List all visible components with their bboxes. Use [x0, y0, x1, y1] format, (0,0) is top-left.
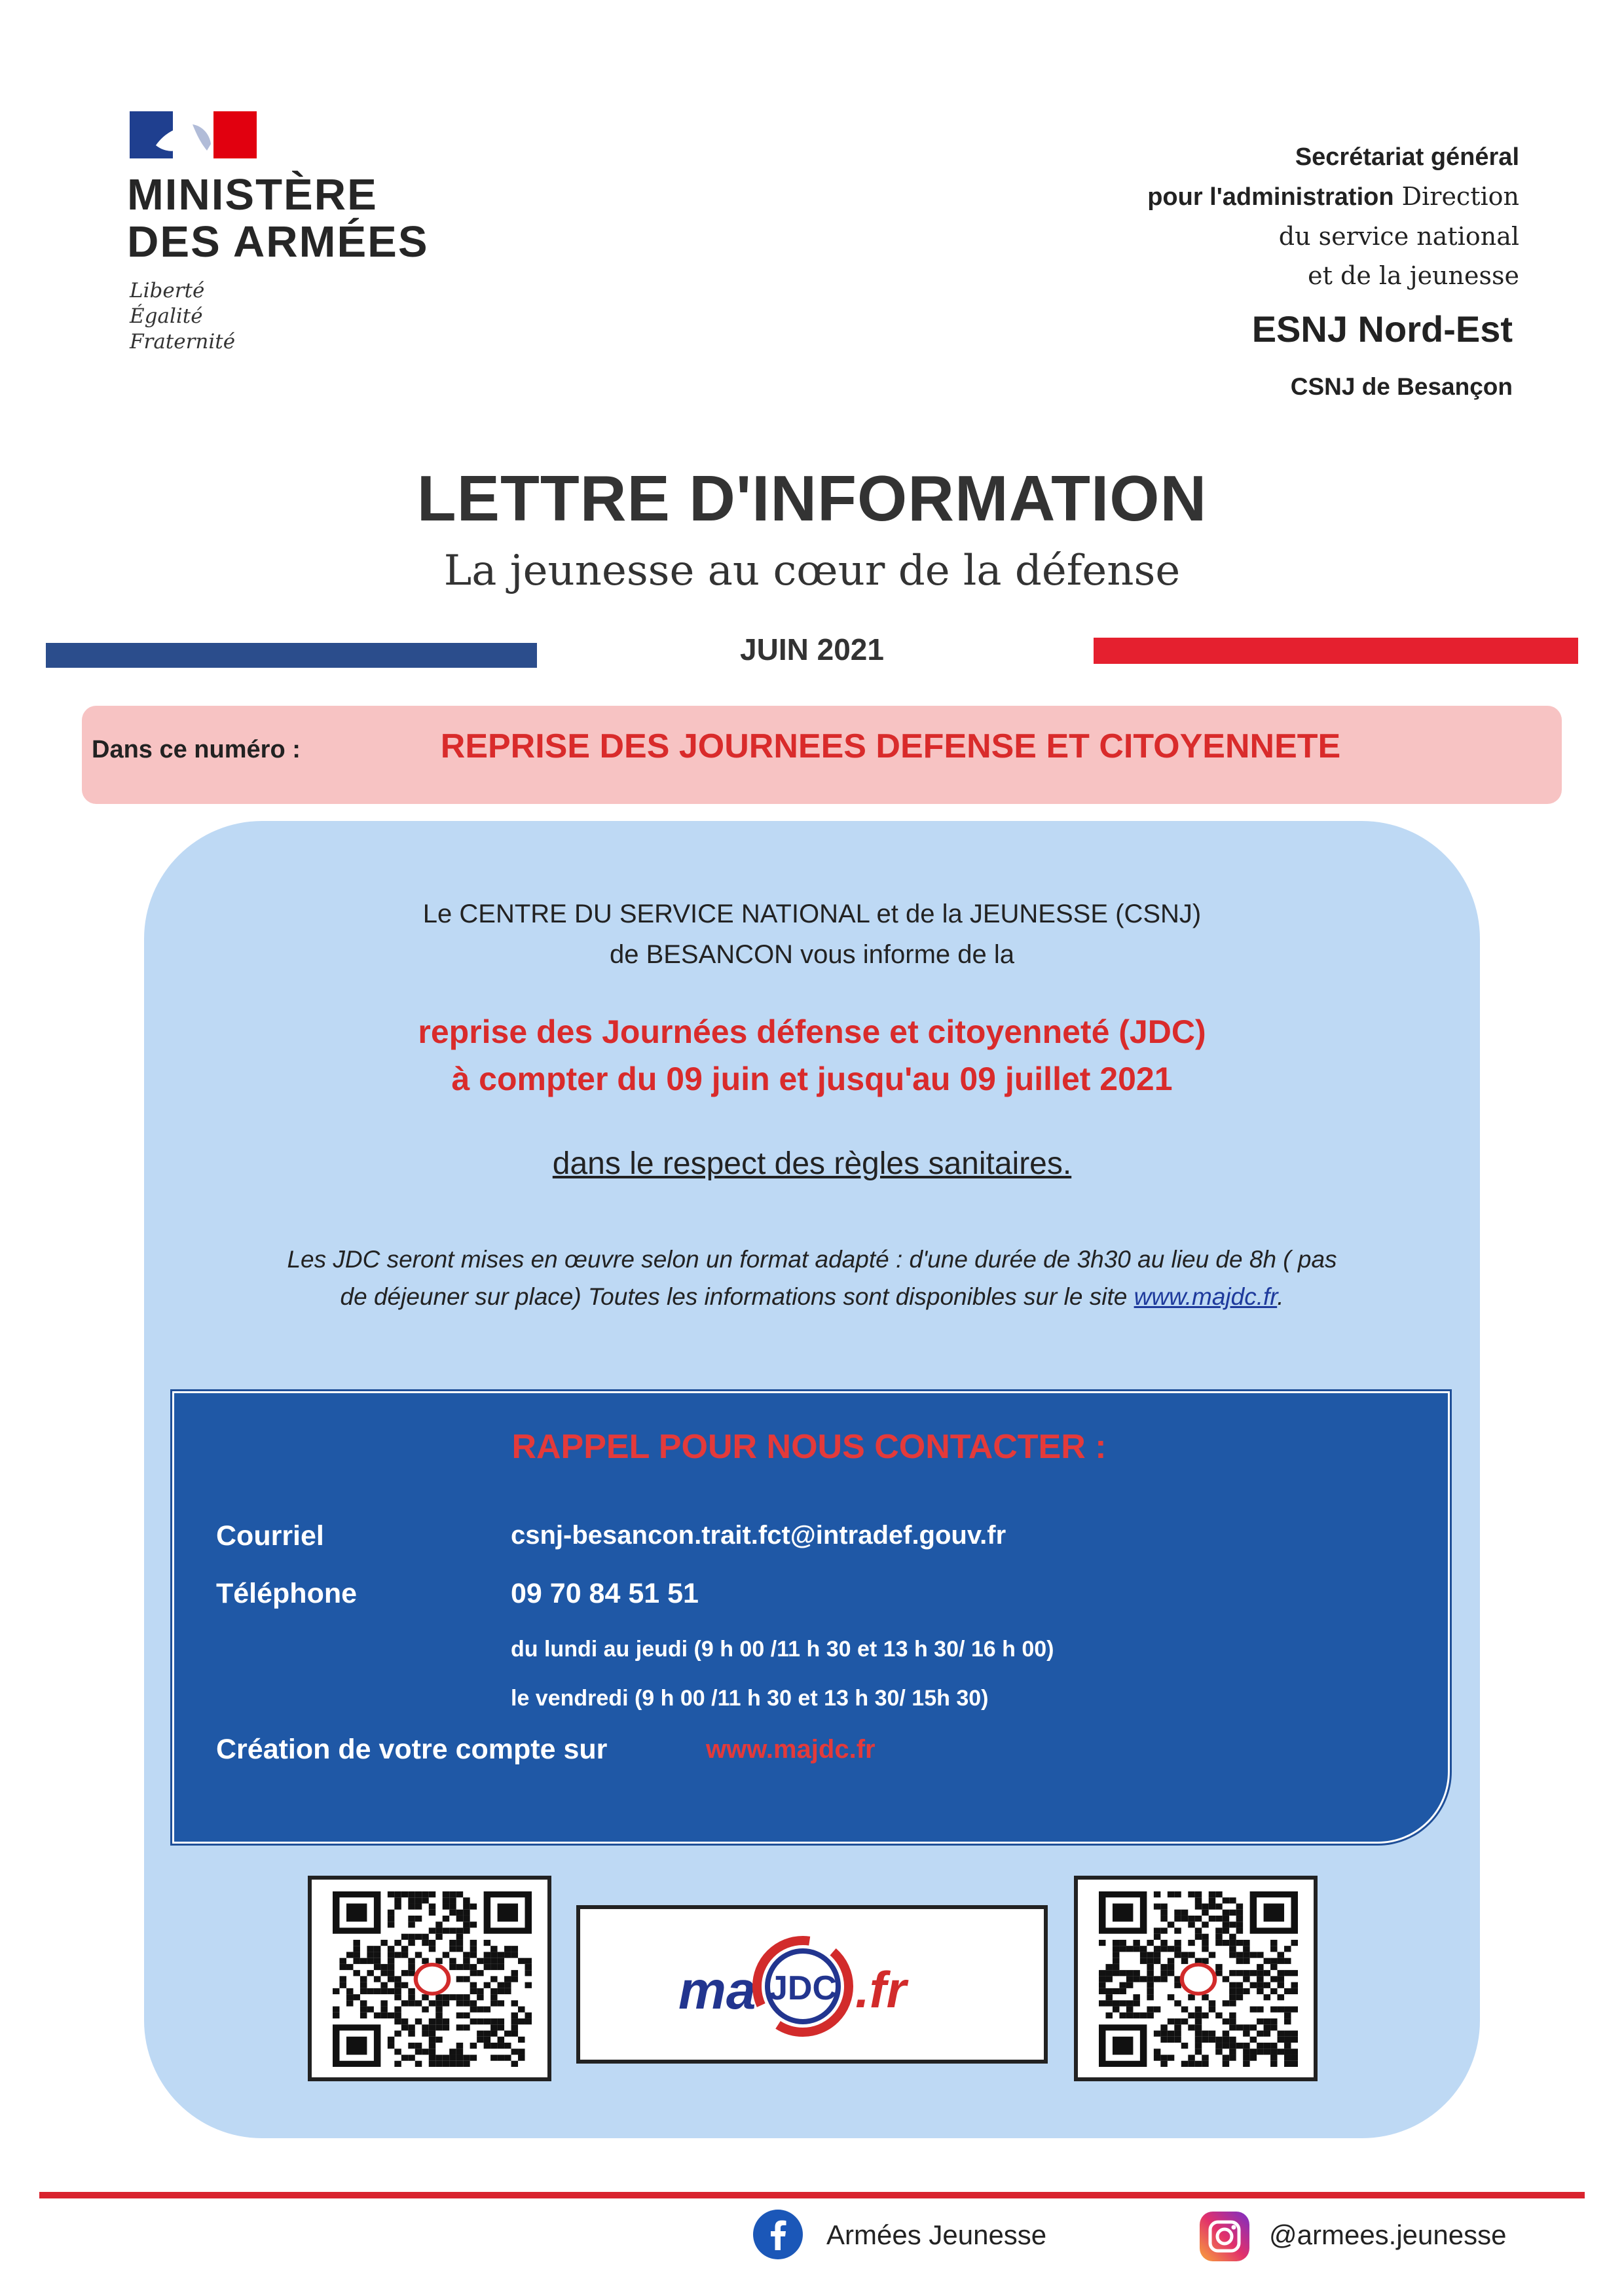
phone-value[interactable]: 09 70 84 51 51: [511, 1578, 699, 1609]
intro-text: [144, 894, 1480, 975]
account-site-link[interactable]: www.majdc.fr: [706, 1735, 876, 1764]
admin-line-3: du service national: [1278, 222, 1519, 251]
motto-egalite: Égalité: [130, 304, 203, 328]
motto-liberte: Liberté: [130, 279, 205, 302]
motto-fraternite: Fraternité: [130, 330, 236, 354]
jdc-line-2: à compter du 09 juin et jusqu'au 09 juillet 2021: [451, 1061, 1173, 1097]
mail-label: Courriel: [216, 1520, 324, 1552]
page-subtitle: La jeunesse au cœur de la défense: [443, 547, 1181, 595]
issue-date: JUIN 2021: [740, 632, 884, 666]
csnj-label: CSNJ de Besançon: [1290, 373, 1513, 400]
majdc-logo: [576, 1905, 1048, 2064]
intro-line-2: de BESANCON vous informe de la: [609, 940, 1015, 969]
admin-line-2-rest: Direction: [1393, 182, 1519, 211]
account-label: Création de votre compte sur: [216, 1734, 608, 1765]
banner-topic: REPRISE DES JOURNEES DEFENSE ET CITOYENNETE: [440, 727, 1341, 765]
administration-block: [930, 137, 1519, 295]
hours-mon-thu: du lundi au jeudi (9 h 00 /11 h 30 et 13 h 30/ 16 h 00): [511, 1637, 1054, 1662]
marianne-logo-icon: [130, 111, 257, 158]
admin-line-1: Secrétariat général: [1295, 143, 1519, 171]
instagram-icon[interactable]: [1198, 2210, 1251, 2263]
phone-label: Téléphone: [216, 1578, 358, 1609]
republic-motto: [130, 278, 235, 355]
admin-line-2: [930, 177, 1519, 217]
ministry-line-2: DES ARMÉES: [127, 217, 429, 266]
banner-label: Dans ce numéro :: [92, 736, 301, 763]
format-line-2-end: .: [1277, 1283, 1284, 1310]
facebook-account[interactable]: Armées Jeunesse: [826, 2219, 1047, 2250]
footer-divider: [39, 2192, 1585, 2198]
sanitary-rules: dans le respect des règles sanitaires.: [552, 1146, 1072, 1181]
esnj-label: ESNJ Nord-Est: [1251, 308, 1513, 350]
majdc-logo-icon: [580, 1909, 1044, 2060]
logo-jdc: JDC: [768, 1969, 838, 2007]
jdc-line-1: reprise des Journées défense et citoyenneté (JDC): [418, 1013, 1206, 1050]
contact-title: RAPPEL POUR NOUS CONTACTER :: [511, 1428, 1107, 1466]
majdc-link[interactable]: www.majdc.fr: [1134, 1283, 1278, 1310]
qr-code-icon: [1099, 1891, 1298, 2067]
logo-fr: .fr: [855, 1961, 906, 2018]
facebook-icon[interactable]: [753, 2210, 803, 2259]
page-title: LETTRE D'INFORMATION: [416, 462, 1208, 534]
instagram-account[interactable]: @armees.jeunesse: [1269, 2219, 1507, 2250]
qr-code-icon: [333, 1891, 532, 2067]
admin-line-4: et de la jeunesse: [1308, 261, 1519, 290]
format-line-1: Les JDC seront mises en œuvre selon un format adapté : d'une durée de 3h30 au lieu de 8h ( pas: [287, 1246, 1337, 1273]
jdc-announcement: [144, 1008, 1480, 1102]
ministry-line-1: MINISTÈRE: [127, 170, 378, 219]
format-text: [144, 1241, 1480, 1315]
logo-ma: ma: [678, 1961, 756, 2020]
admin-line-2-bold: pour l'administration: [1147, 183, 1394, 211]
qr-code-ios[interactable]: [1074, 1876, 1318, 2081]
qr-code-android[interactable]: [308, 1876, 551, 2081]
format-line-2-text: de déjeuner sur place) Toutes les informations sont disponibles sur le site: [340, 1283, 1134, 1310]
format-line-2: [144, 1278, 1480, 1315]
mail-value[interactable]: csnj-besancon.trait.fct@intradef.gouv.fr: [511, 1521, 1006, 1550]
hours-friday: le vendredi (9 h 00 /11 h 30 et 13 h 30/ 15h 30): [511, 1686, 989, 1711]
ministry-name: [127, 172, 429, 266]
intro-line-1: Le CENTRE DU SERVICE NATIONAL et de la JEUNESSE (CSNJ): [422, 900, 1202, 928]
